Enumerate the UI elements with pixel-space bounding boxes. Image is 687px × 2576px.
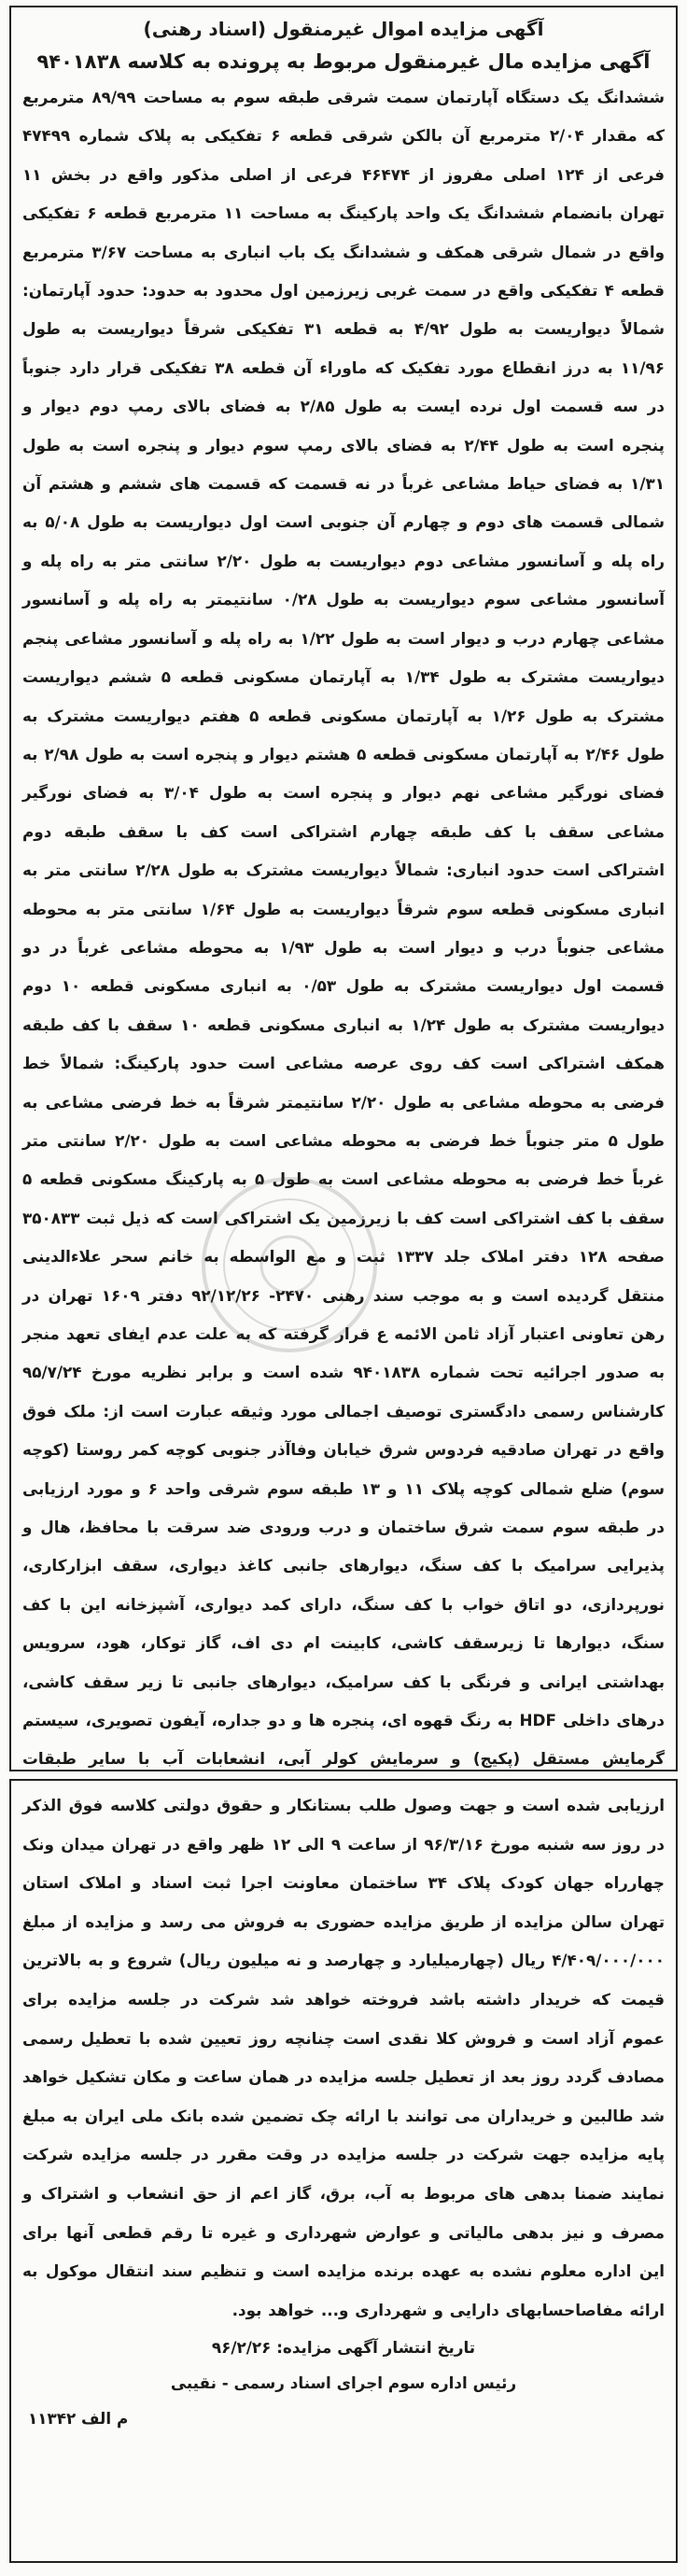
notice-main-box <box>9 6 678 1771</box>
notice-title: آگهی مزایده اموال غیرمنقول (اسناد رهنی) <box>143 18 544 40</box>
notice-subtitle: آگهی مزایده مال غیرمنقول مربوط به پرونده به کلاسه ۹۴۰۱۸۳۸ <box>36 50 651 73</box>
reference-code: م الف ۱۱۳۴۲ <box>28 2409 129 2429</box>
auction-terms: ارزیابی شده است و جهت وصول طلب بستانکار و حقوق دولتی کلاسه فوق الذکر در روز سه شنبه مورخ ۹۶/۳/۱۶ از ساعت ۹ الی ۱۲ ظهر واقع در تهران میدان ونک چهارراه جهان کودک پلاک ۳۴ ساختمان معاونت اجرا ثبت اسناد و املاک استان تهران سالن مزایده از طریق مزایده حضوری به فروش می رسد و مزایده از مبلغ ۴/۴۰۹/۰۰۰/۰۰۰ ریال (چهارمیلیارد و چهارصد و نه میلیون ریال) شروع و به بالاترین قیمت که خریدار داشته باشد فروخته خواهد شد شرکت در جلسه مزایده برای عموم آزاد است و فروش کلا نقدی است چنانچه روز تعیین شده با تعطیل رسمی مصادف گردد روز بعد از تعطیل جلسه مزایده در همان ساعت و مکان تشکیل خواهد شد طالبین و خریداران می توانند با ارائه چک تضمین شده بانک ملی ایران به مبلغ پایه مزایده جهت شرکت در جلسه مزایده در وقت مقرر در جلسه مزایده شرکت نمایند ضمنا بدهی های مربوط به آب، برق، گاز اعم از حق انشعاب و اشتراک و مصرف و نیز بدهی مالیاتی و عوارض شهرداری و غیره تا رقم قطعی آنها برای این اداره معلوم نشده به عهده برنده مزایده است و تنظیم سند انتقال موکول به ارائه مفاصاحسابهای دارایی و شهرداری و... خواهد بود. <box>22 1796 665 2319</box>
signature-line: رئیس اداره سوم اجرای اسناد رسمی - نقیبی <box>170 2373 517 2393</box>
publish-date: تاریخ انتشار آگهی مزایده: ۹۶/۲/۲۶ <box>211 2338 476 2358</box>
property-description: ششدانگ یک دستگاه آپارتمان سمت شرقی طبقه سوم به مساحت ۸۹/۹۹ مترمربع که مقدار ۲/۰۴ مترمربع آن بالکن شرقی قطعه ۶ تفکیکی به پلاک شماره ۴۷۴۹۹ فرعی از ۱۲۴ اصلی مفروز از ۴۶۴۷۴ فرعی از اصلی مذکور واقع در بخش ۱۱ تهران بانضمام ششدانگ یک واحد پارکینگ به مساحت ۱۱ مترمربع قطعه ۶ تفکیکی واقع در شمال شرقی همکف و ششدانگ یک باب انباری به مساحت ۳/۶۷ مترمربع قطعه ۴ تفکیکی واقع در سمت غربی زیرزمین اول محدود به حدود: حدود آپارتمان: شمالاً دیواریست به طول ۴/۹۲ به قطعه ۳۱ تفکیکی شرقاً دیواریست به طول ۱۱/۹۶ به درز انقطاع مورد تفکیک که ماوراء آن قطعه ۳۸ تفکیکی قرار دارد جنوباً در سه قسمت اول نرده ایست به طول ۲/۸۵ به فضای بالای رمپ دوم دیوار و پنجره است به طول ۲/۴۴ به فضای بالای رمپ سوم دیوار و پنجره است به طول ۱/۳۱ به فضای حیاط مشاعی غرباً در نه قسمت که قسمت های ششم و هشتم آن شمالی قسمت های دوم و چهارم آن جنوبی است اول دیواریست به طول ۵/۰۸ به راه پله و آسانسور مشاعی دوم دیواریست به طول ۲/۲۰ سانتی متر به راه پله و آسانسور مشاعی سوم دیواریست به طول ۰/۲۸ سانتیمتر به راه پله و آسانسور مشاعی چهارم درب و دیوار است به طول ۱/۲۲ به راه پله و آسانسور مشاعی پنجم دیواریست مشترک به طول ۱/۳۴ به آپارتمان مسکونی قطعه ۵ ششم دیواریست مشترک به طول ۱/۲۶ به آپارتمان مسکونی قطعه ۵ هفتم دیواریست مشترک به طول ۲/۴۶ به آپارتمان مسکونی قطعه ۵ هشتم دیوار و پنجره است به طول ۲/۹۸ به فضای نورگیر مشاعی نهم دیوار و پنجره است به طول ۳/۰۴ به فضای نورگیر مشاعی سقف با کف طبقه چهارم اشتراکی است کف با سقف طبقه دوم اشتراکی است حدود انباری: شمالاً دیواریست مشترک به طول ۲/۲۸ سانتی متر به انباری مسکونی قطعه سوم شرقاً دیواریست به طول ۱/۶۴ سانتی متر به محوطه مشاعی جنوباً درب و دیوار است به طول ۱/۹۳ به محوطه مشاعی غرباً در دو قسمت اول دیواریست مشترک به طول ۰/۵۳ به انباری مسکونی قطعه ۱۰ دوم دیواریست مشترک به طول ۱/۲۴ به انباری مسکونی قطعه ۱۰ سقف با کف طبقه همکف اشتراکی است کف روی عرصه مشاعی است حدود پارکینگ: شمالاً خط فرضی به محوطه مشاعی به طول ۲/۲۰ سانتیمتر شرقاً به خط فرضی مشاعی به طول ۵ متر جنوباً خط فرضی به محوطه مشاعی است به طول ۲/۲۰ سانتی متر غرباً خط فرضی به محوطه مشاعی است به طول ۵ به پارکینگ مسکونی قطعه ۵ سقف با کف اشتراکی است کف با زیرزمین یک اشتراکی است که ذیل ثبت ۳۵۰۸۳۳ صفحه ۱۲۸ دفتر املاک جلد ۱۳۳۷ ثبت و مع الواسطه به خانم سحر علاءالدینی منتقل گردیده است و به موجب سند رهنی ۲۴۷۰- ۹۲/۱۲/۲۶ دفتر ۱۶۰۹ تهران در رهن تعاونی اعتبار آزاد ثامن الائمه ع قرار گرفته که به علت عدم ایفای تعهد منجر به صدور اجرائیه تحت شماره ۹۴۰۱۸۳۸ شده است و برابر نظریه مورخ ۹۵/۷/۲۴ کارشناس رسمی دادگستری توصیف اجمالی مورد وثیقه عبارت است از: ملک فوق واقع در تهران صادقیه فردوس شرق خیابان وفاآذر جنوبی کوچه کمر روستا (کوچه سوم) ضلع شمالی کوچه پلاک ۱۱ و ۱۳ طبقه سوم شرقی واحد ۶ و مورد ارزیابی در طبقه سوم سمت شرق ساختمان و درب ورودی ضد سرقت با محافظ، هال و پذیرایی سرامیک با کف سنگ، دیوارهای جانبی کاغذ دیواری، سقف ابزارکاری، نورپردازی، دو اتاق خواب با کف سنگ، دارای کمد دیواری، آشپزخانه این با کف سنگ، دیوارها تا زیرسقف کاشی، کابینت ام دی اف، گاز توکار، هود، سرویس بهداشتی ایرانی و فرنگی با کف سرامیک، دیوارهای جانبی تا زیر سقف کاشی، درهای داخلی HDF به رنگ قهوه ای، پنجره ها و دو جداره، آیفون تصویری، سیستم گرمایش مستقل (پکیج) و سرمایش کولر آبی، انشعابات آب با سایر طبقات <box>22 88 666 1769</box>
notice-auction-box <box>9 1779 678 2563</box>
